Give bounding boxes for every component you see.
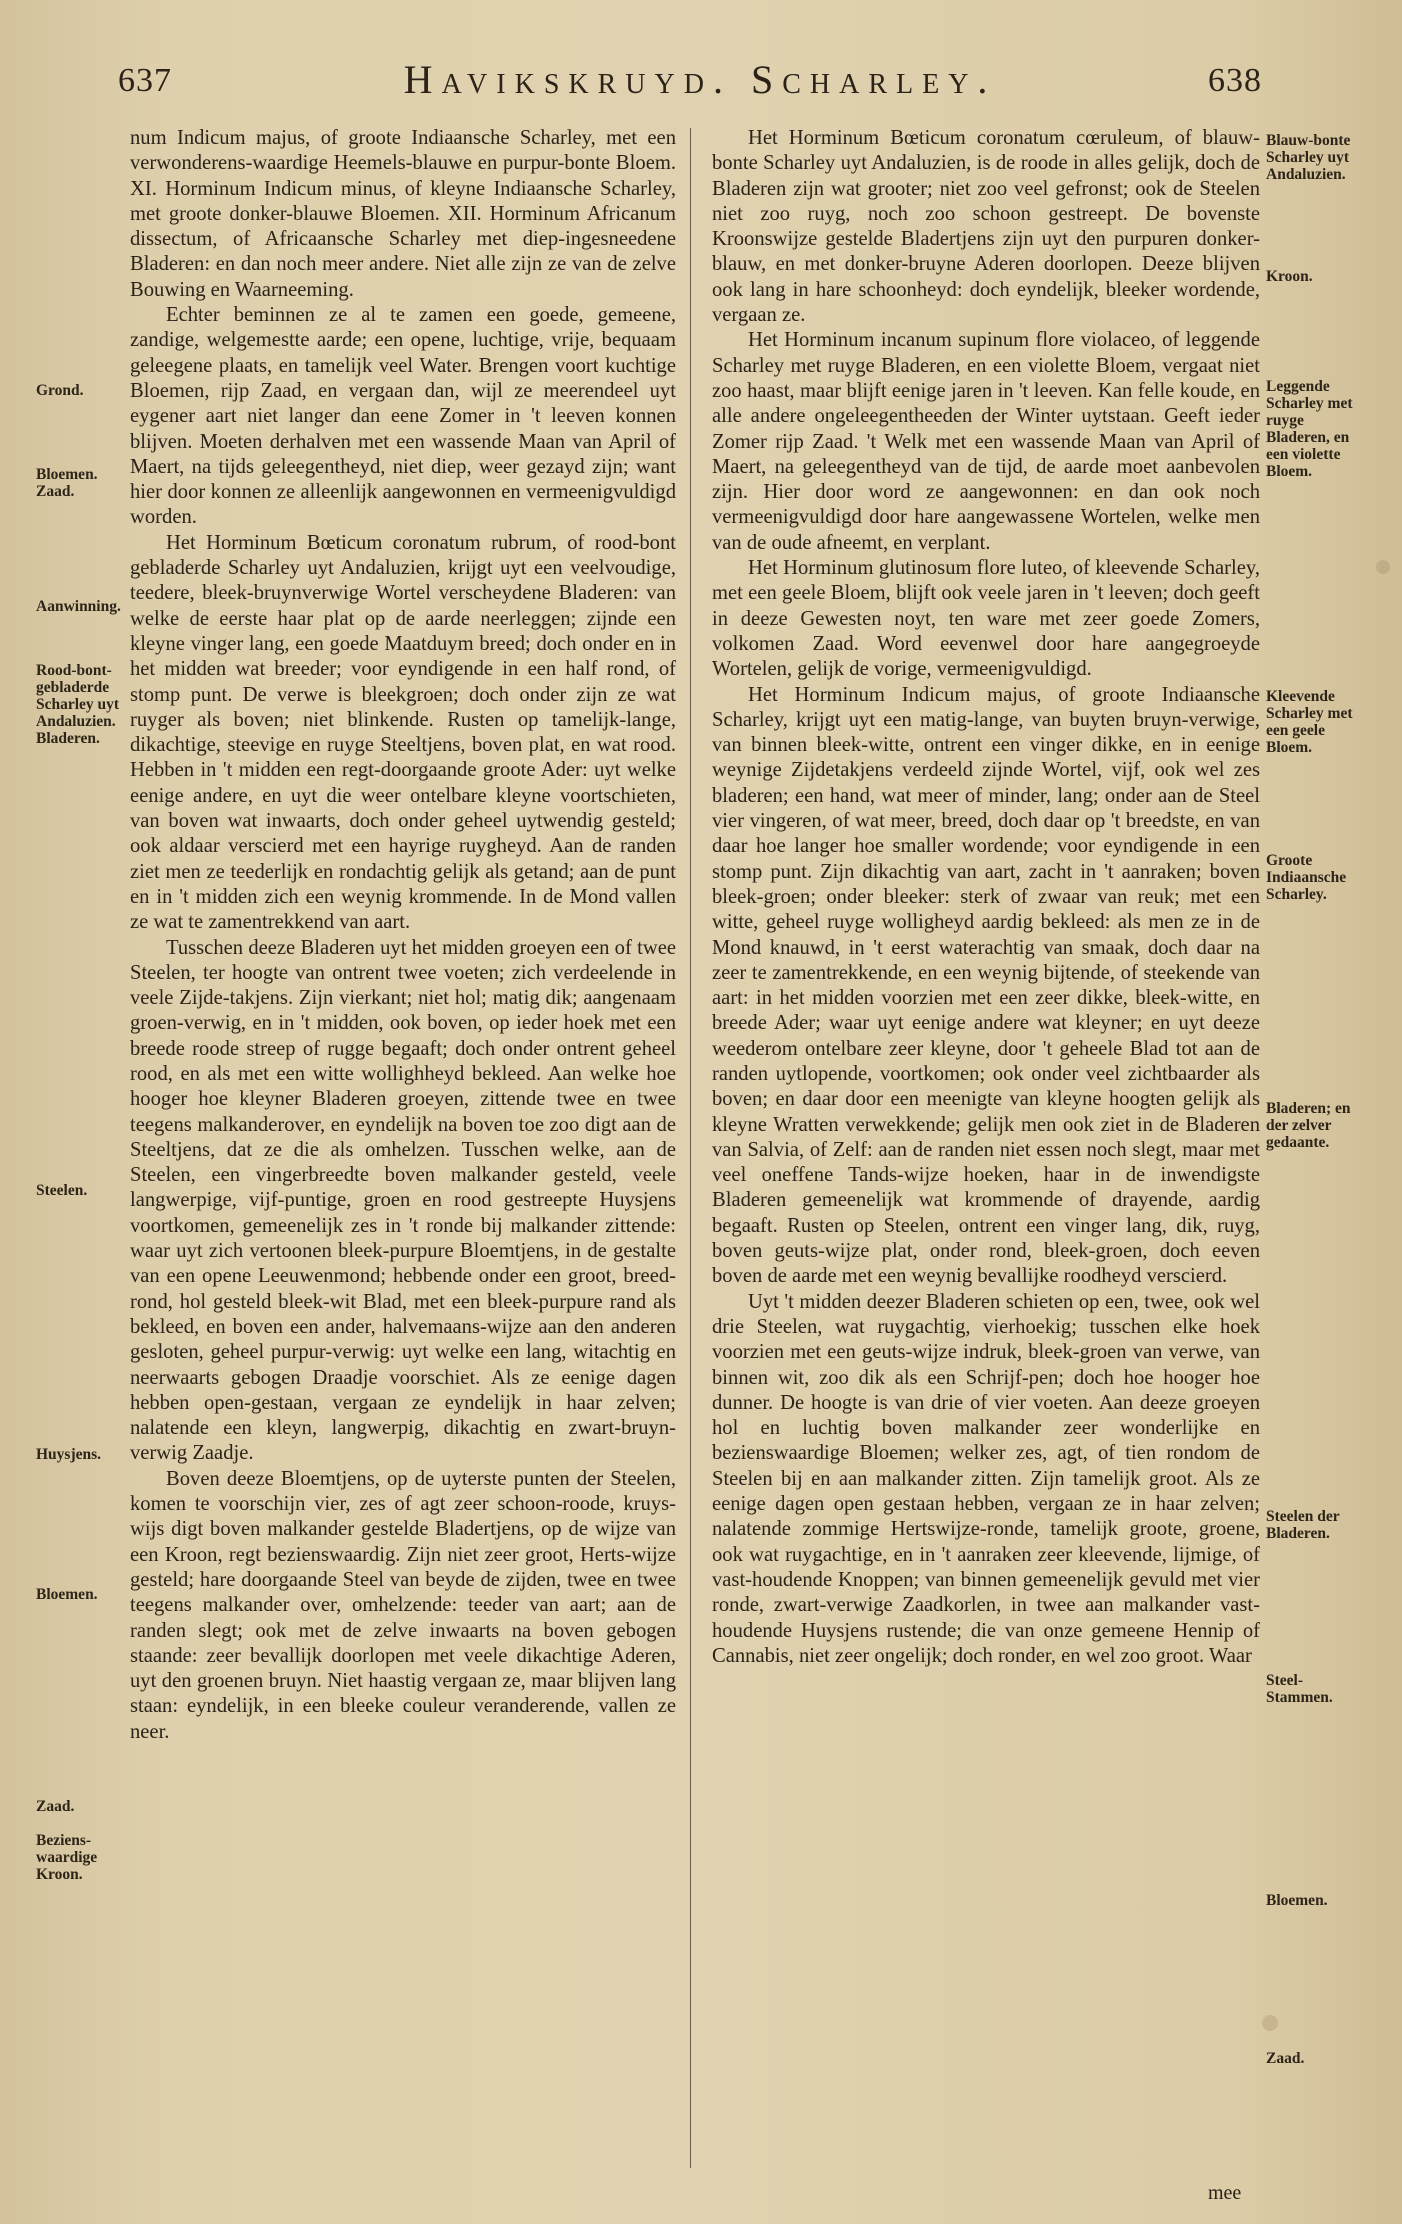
margin-note-blauwbonte: Blauw-bonte Scharley uyt Andaluzien.: [1266, 132, 1351, 183]
paragraph: num Indicum majus, of groote Indiaansche Scharley, met een verwonderens-waardige Heemels-blauwe en purpur-bonte Bloem. XI. Horminum Indicum minus, of kleyne Indiaansche Scharley, met groote donker-blauwe Bloemen. XII. Horminum Africanum dissectum, of Africaansche Scharley met diep-ingesneedene Bladeren: en dan noch meer andere. Niet alle zijn ze van de zelve Bouwing en Waarneeming.: [130, 127, 676, 301]
column-divider: [690, 128, 691, 2168]
margin-note-grond: Grond.: [36, 382, 84, 399]
page-header: [0, 57, 1402, 122]
paragraph: Tusschen deeze Bladeren uyt het midden groeyen een of twee Steelen, ter hoogte van ontrent twee voeten; zich verdeelende in veele Zijde-takjens. Zijn vierkant; niet hol; matig dik; aangenaam groen-verwig, en in 't midden, ook boven, op ieder hoek met een breede roode streep of rugge begaaft; doch onder ontrent geheel rood, en als met een witte wollighheyd bekleed. Aan welke hoe hooger hoe kleyner Bladeren groeyen, zittende twee en twee teegens malkanderover, en eyndelijk na boven toe zoo digt aan de Steeltjens, dat ze die als omhelzen. Tusschen welke, aan de Steelen, een vingerbreedte boven malkander gesteld, veele langwerpige, vijf-puntige, groen en rood gestreepte Huysjens voortkomen, gemeenelijk zes in 't ronde bij malkander zittende: waar uyt zich vertoonen bleek-purpure Bloemtjens, in de gestalte van een opene Leeuwenmond; hebbende onder een groot, breed-rond, hol gesteld bleek-wit Blad, met een bleek-purpure rand als bekleed, en boven een ander, halvemaans-wijze aan den anderen gesloten, geheel purpur-verwig: uyt welke een lang, witachtig en neerwaarts gebogen Draadje voorschiet. Als ze eenige dagen hebben open-gestaan, vergaan ze eyndelijk in haar zelven; nalatende een kleyn, langwerpig, dikachtig en zwart-bruyn-verwig Zaadje.: [130, 936, 676, 1465]
page-number-right: 638: [1208, 62, 1262, 99]
margin-note-leggende: Leggende Scharley met ruyge Bladeren, en een violette Bloem.: [1266, 378, 1353, 480]
paragraph: Boven deeze Bloemtjens, op de uyterste punten der Steelen, komen te voorschijn vier, zes of agt zeer schoon-roode, kruys-wijs digt boven malkander gestelde Bladertjens, op de wijze van een Kroon, regt bezienswaardig. Zijn niet zeer groot, Herts-wijze gesteld; hare doorgaande Steel van beyde de zijden, twee en twee teegens malkander over, omhelzende: teeder van aart; aan de randen slegt; ook met de zelve inwaarts na boven gebogen staande: zeer bevallijk doorlopen met veele dikachtige Aderen, uyt den groenen bruyn. Niet haastig vergaan ze, maar blijven lang staan: eyndelijk, in een bleeke couleur veranderende, vallen ze neer.: [130, 1467, 676, 1743]
paragraph: Het Horminum incanum supinum flore violaceo, of leggende Scharley met ruyge Bladeren, en een violette Bloem, vergaat niet zoo haast, maar blijft eenige jaren in 't leeven. Kan felle koude, en alle andere ongeleegentheeden der Winter uytstaan. Geeft ieder Zomer rijp Zaad. 't Welk met een wassende Maan van April of Maert, na geleegentheyd van de tijd, de aarde moet aanbevolen zijn. Hier door word ze aangewonnen: en dan ook noch vermeenigvuldigd door hare aangewassene Wortelen, welke men van de oude afneemt, en verplant.: [712, 329, 1260, 554]
margin-note-steelen-bladeren: Steelen der Bladeren.: [1266, 1508, 1340, 1542]
margin-note-zaad: Zaad.: [36, 1798, 75, 1815]
margin-note-kroon: Kroon.: [1266, 268, 1313, 285]
margin-note-bloemen: Bloemen.: [1266, 1892, 1328, 1909]
paper-stain: [1262, 2015, 1278, 2031]
paragraph: Het Horminum Indicum majus, of groote Indiaansche Scharley, krijgt uyt een matig-lange, van buyten bruyn-verwige, van binnen bleek-witte, ontrent een vinger dikke, en in eenige weynige Zijdetakjens verdeeld zijnde Wortel, vijf, ook wel zes bladeren; een hand, wat meer of minder, lang; onder aan de Steel vier vingeren, of wat meer, breed, doch daar op 't breedste, en van daar hoe langer hoe smaller wordende; voor eyndigende in een stomp punt. Zijn dikachtig van aart, zacht in 't aanraken; boven bleek-groen; onder bleeker: sterk of zwaar van reuk; met een witte, geheel ruyge wolligheyd aardig bekleed: als men ze in de Mond knauwd, in 't eerst waterachtig van smaak, doch daar na zeer te zamentrekkende, en een weynig bijtende, of steekende van aart: in het midden voorzien met een zeer dikke, bleek-witte, en breede Ader; waar uyt eenige andere wat kleyner; en uyt deeze weederom ontelbare zeer kleyne, door 't geheele Blad tot aan de randen uytlopende, voortkomen; ook onder veel zichtbaarder als boven; en daar door een meenigte van kleyne hoogten gelijk als kleyne Wratten verwekkende; gelijk men ook ziet in de Bladeren van Salvia, of Zelf: aan de randen niet essen noch slegt, maar met veel oneffene Tands-wijze hoeken, haar in de inwendigste Bladeren gemeenelijk wat krommende of drayende, aardig begaaft. Rusten op Steelen, ontrent een vinger lang, dik, ruyg, boven geuts-wijze plat, onder rond, bleek-groen, doch eeven boven de aarde met een weynig bevallijke roodheyd verscierd.: [712, 683, 1260, 1288]
margin-note-kleevende: Kleevende Scharley met een geele Bloem.: [1266, 688, 1353, 756]
page-number-left: 637: [118, 62, 172, 99]
margin-note-bloemen: Bloemen.: [36, 1586, 98, 1603]
paragraph: Het Horminum glutinosum flore luteo, of kleevende Scharley, met een geele Bloem, blijft ook veele jaren in 't leeven; doch geeft in deeze Gewesten noyt, ten ware met zeer goede Zomers, volkomen Zaad. Word eevenwel door hare aangegroeyde Wortelen, gelijk de vorige, vermeenigvuldigd.: [712, 557, 1260, 681]
margin-note-groote-indiaansche: Groote Indiaansche Scharley.: [1266, 852, 1347, 903]
margin-note-roodbont: Rood-bont-gebladerde Scharley uyt Andaluzien. Bladeren.: [36, 662, 120, 747]
right-column: [712, 126, 1260, 1669]
paragraph: Uyt 't midden deezer Bladeren schieten op een, twee, ook wel drie Steelen, wat ruygachtig, vierhoekig; tusschen elke hoek voorzien met een geuts-wijze indruk, bleek-groen van verwe, van binnen wit, zoo dik als een Schrijf-pen; doch hoe hooger hoe dunner. De hoogte is van drie of vier voeten. Aan deeze groeyen hol en luchtig boven malkander zeer wonderlijke en bezienswaardige Bloemen; welker zes, agt, of tien rondom de Steelen bij en aan malkander zitten. Zijn tamelijk groot. Als ze eenige dagen open gestaan hebben, vergaan ze in haar zelven; nalatende zommige Hertswijze-ronde, tamelijk groote, groene, ook wat ruygachtige, en in 't aanraken zeer kleevende, lijmige, of vast-houdende Knoppen; van binnen gemeenelijk gevuld met vier ronde, zwart-verwige Zaadkorlen, in twee aan malkander vast-houdende Huysjens rustende; die van onze gemeene Hennip of Cannabis, niet zeer ongelijk; doch ronder, en wel zoo groot. Waar: [712, 1290, 1260, 1667]
margin-note-steel-stammen: Steel-Stammen.: [1266, 1672, 1333, 1706]
margin-note-bladeren-zelver: Bladeren; en der zelver gedaante.: [1266, 1100, 1351, 1151]
margin-note-steelen: Steelen.: [36, 1182, 88, 1199]
margin-note-zaad: Zaad.: [1266, 2050, 1305, 2067]
margin-note-bezienswaardige-kroon: Beziens-waardige Kroon.: [36, 1832, 98, 1883]
margin-note-bloemen-zaad: Bloemen. Zaad.: [36, 466, 98, 500]
running-title: Havikskruyd. Scharley.: [403, 57, 997, 102]
margin-note-aanwinning: Aanwinning.: [36, 598, 121, 615]
margin-note-huysjens: Huysjens.: [36, 1446, 102, 1463]
paragraph: Echter beminnen ze al te zamen een goede, gemeene, zandige, welgemestte aarde; een opene, luchtige, vrije, bequaam geleegene plaats, en tamelijk veel Water. Brengen voort kuchtige Bloemen, rijp Zaad, en vergaan dan, wijl ze meerendeel uyt eygener aart niet langer dan eene Zomer in 't leeven konnen blijven. Moeten derhalven met een wassende Maan van April of Maert, na tijds geleegentheyd, niet diep, weer gezayd zijn; want hier door konnen ze alleenlijk aangewonnen en vermeenigvuldigd worden.: [130, 304, 676, 529]
paper-stain: [1376, 560, 1390, 574]
catchword: mee: [1208, 2182, 1242, 2204]
left-column: [130, 126, 676, 1745]
paragraph: Het Horminum Bœticum coronatum cœruleum, of blauw-bonte Scharley uyt Andaluzien, is de roode in alles gelijk, doch de Bladeren zijn wat grooter; niet zoo veel gefronst; ook de Steelen niet zoo ruyg, noch zoo schoon gestreept. De bovenste Kroonswijze gestelde Bladertjens zijn uyt den purpuren donker-blauw, en met donker-bruyne Aderen doorlopen. Deeze blijven ook lang in hare schoonheyd: doch eyndelijk, bleeker wordende, vergaan ze.: [712, 127, 1260, 327]
paragraph: Het Horminum Bœticum coronatum rubrum, of rood-bont gebladerde Scharley uyt Andaluzien, krijgt uyt een veelvoudige, teedere, bleek-bruynverwige Wortel verscheydene Bladeren: van welke de eerste haar plat op de aarde neerleggen; zijnde een kleyne vinger lang, een goede Maatduym breed; doch onder en in het midden wat breeder; voor eyndigende in een half rond, of stomp punt. De verwe is bleekgroen; doch onder zijn ze wat ruyger als boven; niet blinkende. Rusten op tamelijk-lange, dikachtige, steevige en ruyge Steeltjens, boven plat, en wat rood. Hebben in 't midden een regt-doorgaande groote Ader: uyt welke eenige andere, en uyt die weer ontelbare kleyne voortschieten, van boven wat inwaarts, doch onder geheel uytwendig gesteld; ook aldaar verscierd met een hayrige ruygheyd. Aan de randen ziet men ze teederlijk en rondachtig gelijk als getand; aan de punt en in 't midden zich een weynig krommende. In de Mond vallen ze wat te zamentrekkend van aart.: [130, 531, 676, 934]
